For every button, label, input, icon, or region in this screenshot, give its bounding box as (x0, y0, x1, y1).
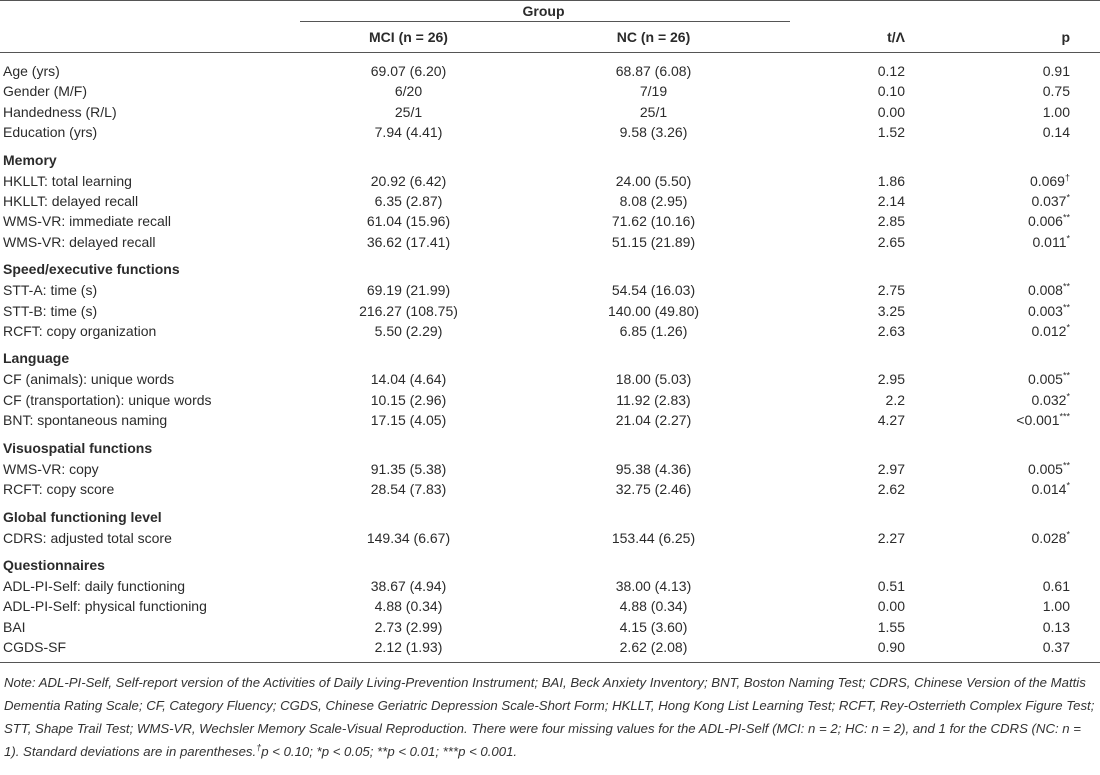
table-row (0, 459, 1100, 479)
mci-value: 91.35 (5.38) (370, 460, 447, 477)
t-value: 0.00 (877, 598, 905, 615)
group-header-row (0, 1, 1100, 22)
table-row (0, 191, 1100, 211)
mci-header: MCI (n = 26) (300, 22, 520, 53)
p-value (940, 410, 1100, 430)
nc-value: 4.88 (0.34) (619, 598, 688, 615)
p-value (940, 171, 1100, 191)
p-value (940, 81, 1100, 101)
section-heading-row (0, 548, 1100, 576)
t-value: 0.12 (877, 63, 905, 79)
t-value: 2.14 (877, 193, 905, 210)
table-row (0, 410, 1100, 430)
t-value: 2.2 (885, 391, 905, 408)
t-value: 2.63 (877, 323, 905, 340)
mci-value: 36.62 (17.41) (366, 233, 451, 250)
t-value: 2.95 (877, 371, 905, 388)
p-value (940, 459, 1100, 479)
significance-marker: * (1066, 391, 1070, 402)
nc-value: 24.00 (5.50) (615, 172, 692, 189)
table-row (0, 596, 1100, 616)
p-value-number: 0.037 (1031, 193, 1067, 210)
nc-value: 11.92 (2.83) (616, 391, 691, 408)
p-value-number: 0.005 (1027, 371, 1063, 388)
table-row (0, 53, 1100, 82)
nc-value: 21.04 (2.27) (615, 412, 692, 429)
p-value (940, 191, 1100, 211)
t-value: 3.25 (877, 302, 905, 319)
p-value-number: 0.37 (1042, 639, 1070, 656)
row-label: Gender (M/F) (3, 83, 88, 100)
nc-value: 38.00 (4.13) (615, 577, 692, 594)
mci-value: 149.34 (6.67) (366, 529, 451, 546)
mci-value: 61.04 (15.96) (366, 213, 451, 230)
p-value (940, 280, 1100, 300)
nc-value: 54.54 (16.03) (611, 282, 696, 299)
column-header-row (0, 22, 1100, 53)
table-row (0, 576, 1100, 596)
p-value-number: 1.00 (1042, 598, 1070, 615)
t-value: 2.62 (877, 481, 905, 498)
t-value: 2.97 (877, 460, 905, 477)
mci-value: 20.92 (6.42) (370, 172, 447, 189)
row-label: BAI (3, 618, 26, 635)
p-value-number: 0.61 (1042, 577, 1070, 594)
t-value: 1.52 (877, 124, 905, 141)
p-value-number: 0.069 (1029, 172, 1065, 189)
mci-value: 10.15 (2.96) (370, 391, 447, 408)
p-value-number: 0.012 (1031, 323, 1067, 340)
table-row (0, 637, 1100, 662)
significance-marker: ** (1062, 212, 1070, 223)
nc-value: 2.62 (2.08) (520, 637, 790, 662)
row-label: CGDS-SF (0, 637, 300, 662)
significance-marker: * (1066, 233, 1070, 244)
nc-value: 153.44 (6.25) (611, 529, 696, 546)
p-value (940, 596, 1100, 616)
nc-value: 7/19 (639, 83, 668, 100)
p-value-number: 0.014 (1031, 481, 1067, 498)
t-header: t/Λ (790, 22, 940, 53)
section-title: Language (3, 350, 70, 367)
section-title: Visuospatial functions (3, 439, 153, 456)
p-value-number: 0.006 (1027, 213, 1063, 230)
p-value-number: 1.00 (1042, 103, 1070, 120)
mci-value: 28.54 (7.83) (370, 481, 447, 498)
p-value-number: 0.028 (1031, 529, 1067, 546)
table-row (0, 369, 1100, 389)
significance-marker: ** (1062, 302, 1070, 312)
row-label: Age (yrs) (3, 63, 60, 79)
p-value (940, 301, 1100, 321)
table-row (0, 617, 1100, 637)
t-value: 0.00 (877, 103, 905, 120)
mci-value: 6.35 (2.87) (374, 193, 443, 210)
t-value: 0.10 (877, 83, 905, 100)
section-heading-row (0, 500, 1100, 528)
mci-value: 5.50 (2.29) (374, 323, 443, 340)
row-label: Handedness (R/L) (3, 103, 117, 120)
mci-value: 69.07 (6.20) (370, 63, 447, 79)
group-label: Group (300, 1, 790, 22)
table-row (0, 390, 1100, 410)
p-value (940, 321, 1100, 341)
nc-value: 18.00 (5.03) (615, 371, 692, 388)
row-label: CF (animals): unique words (3, 371, 175, 388)
significance-marker: * (1066, 322, 1070, 333)
significance-marker: † (1064, 171, 1070, 182)
table-row (0, 280, 1100, 300)
nc-value: 51.15 (21.89) (611, 233, 696, 250)
p-value (940, 122, 1100, 142)
row-label: ADL-PI-Self: physical functioning (3, 598, 207, 615)
nc-value: 32.75 (2.46) (615, 481, 692, 498)
t-value: 2.85 (877, 213, 905, 230)
table-row (0, 232, 1100, 252)
row-label: STT-A: time (s) (3, 282, 98, 299)
nc-value: 8.08 (2.95) (619, 193, 688, 210)
t-value: 2.27 (877, 529, 905, 546)
mci-value: 69.19 (21.99) (366, 282, 451, 299)
section-title: Memory (3, 151, 57, 168)
significance-marker: ** (1062, 460, 1070, 471)
table-body (0, 53, 1100, 663)
p-value-number: 0.003 (1027, 302, 1063, 319)
row-label: CDRS: adjusted total score (3, 529, 172, 546)
p-value (940, 617, 1100, 637)
mci-value: 216.27 (108.75) (359, 302, 458, 319)
p-value (940, 211, 1100, 231)
row-label: RCFT: copy organization (3, 323, 157, 340)
mci-value: 38.67 (4.94) (370, 577, 447, 594)
p-value (940, 479, 1100, 499)
p-value (940, 369, 1100, 389)
t-value: 0.90 (790, 637, 940, 662)
row-label: CF (transportation): unique words (3, 391, 212, 408)
table-row (0, 301, 1100, 321)
section-title: Speed/executive functions (3, 261, 180, 278)
table-row (0, 479, 1100, 499)
section-heading-row (0, 431, 1100, 459)
significance-marker: * (1066, 480, 1070, 491)
mci-value: 4.88 (0.34) (374, 598, 443, 615)
p-value (940, 528, 1100, 548)
t-value: 1.55 (877, 618, 905, 635)
t-value: 4.27 (877, 412, 905, 429)
section-title: Global functioning level (3, 508, 162, 525)
nc-value: 68.87 (6.08) (615, 63, 692, 79)
p-value-number: 0.032 (1031, 391, 1067, 408)
significance-marker: * (1066, 192, 1070, 203)
significance-marker: * (1066, 528, 1070, 539)
mci-value: 7.94 (4.41) (374, 124, 443, 141)
section-heading-row (0, 252, 1100, 280)
p-value-number: 0.14 (1042, 124, 1070, 141)
nc-header: NC (n = 26) (520, 22, 790, 53)
nc-value: 4.15 (3.60) (619, 618, 688, 635)
row-label: ADL-PI-Self: daily functioning (3, 577, 186, 594)
p-value (940, 102, 1100, 122)
row-label: WMS-VR: copy (3, 460, 99, 477)
p-value (940, 390, 1100, 410)
mci-value: 6/20 (394, 83, 423, 100)
nc-value: 9.58 (3.26) (619, 124, 688, 141)
significance-marker: *** (1059, 411, 1070, 422)
row-label: HKLLT: delayed recall (3, 193, 139, 210)
table-row (0, 211, 1100, 231)
table-row (0, 171, 1100, 191)
section-title: Questionnaires (3, 556, 105, 573)
p-value-number: 0.75 (1042, 83, 1070, 100)
p-value (940, 53, 1100, 82)
nc-value: 6.85 (1.26) (619, 323, 688, 340)
p-value-number: 0.008 (1027, 282, 1063, 299)
table-row (0, 81, 1100, 101)
p-value-number: 0.005 (1027, 460, 1063, 477)
nc-value: 140.00 (49.80) (607, 302, 700, 319)
t-value: 2.75 (877, 282, 905, 299)
p-value (940, 637, 1100, 662)
mci-value: 14.04 (4.64) (370, 371, 447, 388)
t-value: 0.51 (877, 577, 905, 594)
table-row (0, 102, 1100, 122)
t-value: 2.65 (877, 233, 905, 250)
table-row (0, 528, 1100, 548)
p-value-number: 0.13 (1042, 618, 1070, 635)
nc-value: 71.62 (10.16) (611, 213, 696, 230)
table-note: Note: ADL-PI-Self, Self-report version of the Activities of Daily Living-Prevention Instrument; BAI, Beck Anxiety Inventory; BNT, Boston Naming Test; CDRS, Chinese Version of the Mattis Dementia Rating Scale; CF, Category Fluency; CGDS, Chinese Geriatric Depression Scale-Short Form; HKLLT, Hong Kong List Learning Test; RCFT, Rey-Osterrieth Complex Figure Test; STT, Shape Trail Test; WMS-VR, Wechsler Memory Scale-Visual Reproduction. There were four missing values for the ADL-PI-Self (MCI: n = 2; HC: n = 2), and 1 for the CDRS (NC: n = 1). Standard deviations are in parentheses.†p < 0.10; *p < 0.05; **p < 0.01; ***p < 0.001. (4, 674, 1095, 759)
nc-value: 95.38 (4.36) (615, 460, 692, 477)
p-value (940, 232, 1100, 252)
p-value-number: 0.91 (1042, 63, 1070, 79)
row-label: WMS-VR: immediate recall (3, 213, 172, 230)
mci-value: 2.12 (1.93) (300, 637, 520, 662)
nc-value: 25/1 (639, 103, 668, 120)
p-value-number: <0.001 (1016, 412, 1060, 429)
row-label: STT-B: time (s) (3, 302, 98, 319)
significance-marker: ** (1062, 370, 1070, 381)
mci-value: 2.73 (2.99) (374, 618, 443, 635)
mci-value: 17.15 (4.05) (370, 412, 447, 429)
section-heading-row (0, 341, 1100, 369)
table-row (0, 321, 1100, 341)
p-header: p (940, 22, 1100, 53)
row-label: WMS-VR: delayed recall (3, 233, 156, 250)
section-heading-row (0, 143, 1100, 171)
p-value (940, 576, 1100, 596)
significance-marker: ** (1062, 281, 1070, 292)
row-label: BNT: spontaneous naming (3, 412, 168, 429)
p-value-number: 0.011 (1032, 233, 1067, 250)
row-label: HKLLT: total learning (3, 172, 132, 189)
row-label: RCFT: copy score (3, 481, 115, 498)
mci-value: 25/1 (394, 103, 423, 120)
t-value: 1.86 (877, 172, 905, 189)
table-row (0, 122, 1100, 142)
row-label: Education (yrs) (3, 124, 98, 141)
